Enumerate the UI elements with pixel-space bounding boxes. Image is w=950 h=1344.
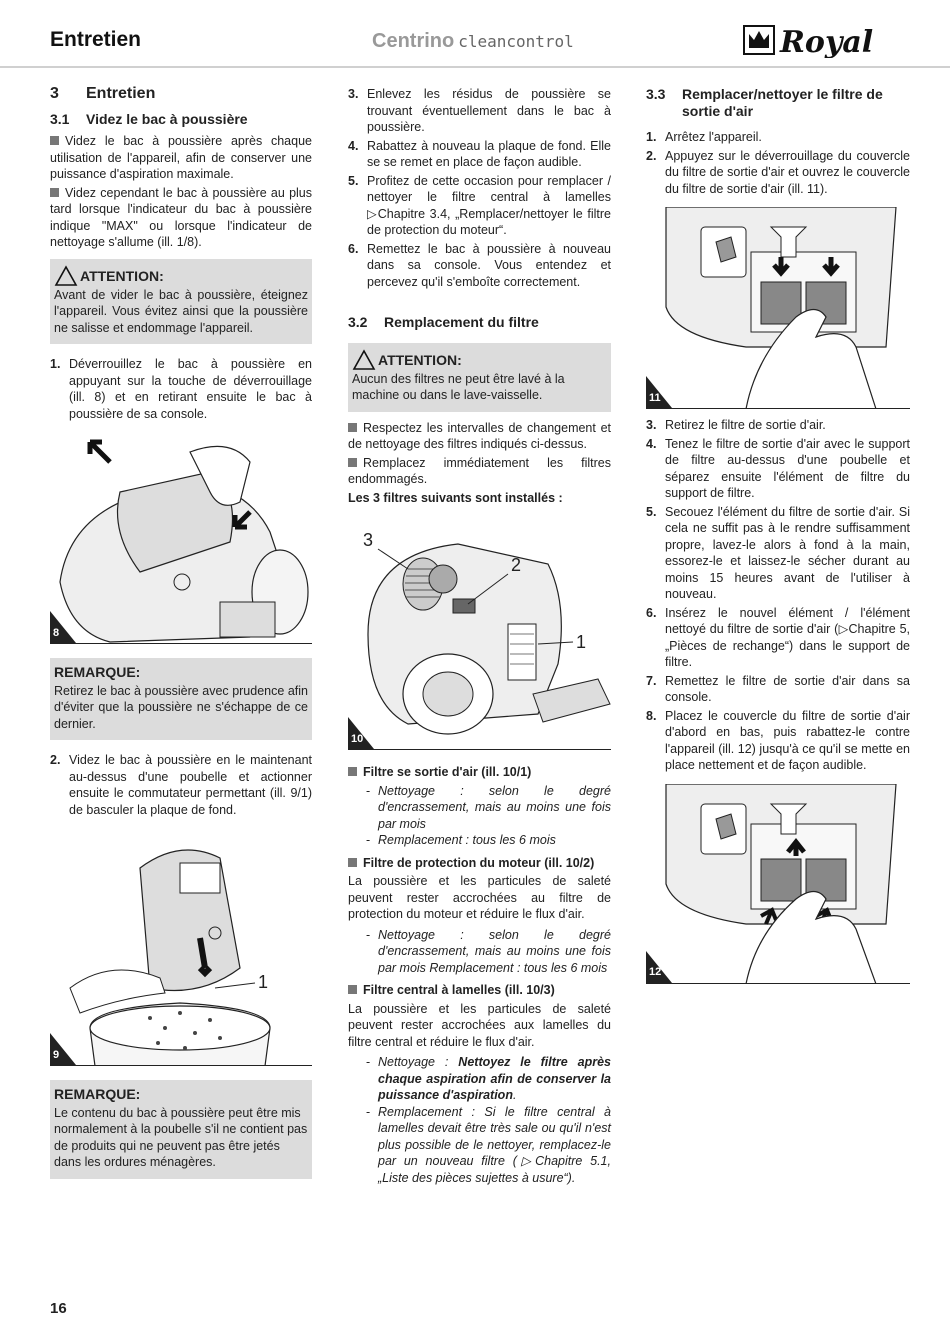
list-item: - Remplacement : tous les 6 mois bbox=[366, 833, 556, 847]
column-2 bbox=[348, 86, 611, 1186]
list-item: 2. Appuyez sur le déverrouillage du couvercle du filtre de sortie d'air et ouvrez le couvercle du filtre de sortie d'air (ill. 11). bbox=[646, 148, 910, 196]
warning-icon bbox=[352, 349, 376, 371]
paragraph: Remplacez immédiatement les filtres endommagés. bbox=[348, 455, 611, 486]
figure-number-badge: 12 bbox=[646, 951, 672, 983]
steps-list bbox=[50, 356, 312, 422]
callout-label-1: 1 bbox=[576, 632, 587, 652]
list-item: - Nettoyage : selon le degré d'encrassement, mais au moins une fois par mois Remplacement : tous les 6 mois bbox=[366, 927, 611, 975]
column-3 bbox=[646, 86, 910, 984]
list-item: 8. Placez le couvercle du filtre de sortie d'air d'abord en bas, puis rabattez-le contre l'appareil (ill. 12) jusqu'à ce qu'il se mette en place nettement et de façon audible. bbox=[646, 708, 910, 772]
bullet-square-icon bbox=[348, 985, 357, 994]
steps-list bbox=[646, 129, 910, 197]
list-item: 6. Insérez le nouvel élément / l'élément nettoyé du filtre de sortie d'air (▷Chapitre 5, „Pièces de rechange“) dans le support de filtre. bbox=[646, 605, 910, 669]
attention-box bbox=[50, 259, 312, 345]
attention-text: Aucun des filtres ne peut être lavé à la machine ou dans le lave-vaisselle. bbox=[352, 371, 565, 402]
note-box bbox=[50, 1080, 312, 1179]
bullet-square-icon bbox=[348, 423, 357, 432]
list-item: 6. Remettez le bac à poussière à nouveau dans sa console. Vous entendez et percevez qu'il s'emboîte correctement. bbox=[348, 241, 611, 289]
dustbin-emptying-illustration bbox=[50, 828, 312, 1066]
figure-number-badge: 10 bbox=[348, 717, 374, 749]
figure-9 bbox=[50, 828, 312, 1066]
section-3-3-heading: 3.3 Remplacer/nettoyer le filtre de sortie d'air bbox=[646, 86, 883, 119]
paragraph: Videz le bac à poussière après chaque utilisation de l'appareil, afin de conserver une puissance d'aspiration maximale. bbox=[50, 134, 312, 181]
svg-text:Royal: Royal bbox=[780, 25, 874, 58]
paragraph: Respectez les intervalles de changement et de nettoyage des filtres indiqués ci-dessus. bbox=[348, 420, 611, 451]
bullet-square-icon bbox=[348, 458, 357, 467]
figure-number-badge: 9 bbox=[50, 1033, 76, 1065]
paragraph: Videz cependant le bac à poussière au plus tard lorsque l'indicateur du bac à poussière indique "MAX" ou lorsque l'indicateur de nettoyage s'allume (ill. 1/8). bbox=[50, 185, 312, 249]
callout-label: 1 bbox=[258, 972, 269, 992]
bullet-square-icon bbox=[348, 767, 357, 776]
paragraph: La poussière et les particules de saleté peuvent rester accrochées aux lamelles du filtre central et réduire le flux d'air. bbox=[348, 1001, 611, 1049]
list-item: 1. Arrêtez l'appareil. bbox=[646, 130, 762, 144]
attention-title: ATTENTION: bbox=[378, 351, 462, 368]
note-box bbox=[50, 658, 312, 740]
steps-list bbox=[646, 417, 910, 774]
figure-number-badge: 8 bbox=[50, 611, 76, 643]
steps-list bbox=[348, 86, 611, 290]
list-item: 7. Remettez le filtre de sortie d'air dans sa console. bbox=[646, 673, 910, 704]
royal-logo bbox=[742, 22, 912, 58]
filter-2-title: Filtre de protection du moteur (ill. 10/2) bbox=[348, 855, 611, 872]
list-item: 3. Retirez le filtre de sortie d'air. bbox=[646, 418, 826, 432]
callout-label-2: 2 bbox=[511, 555, 522, 575]
vacuum-filters-illustration bbox=[348, 524, 611, 750]
header-section-title: Entretien bbox=[50, 28, 142, 51]
section-3-2-heading: 3.2 Remplacement du filtre bbox=[348, 314, 539, 330]
filter-3-title: Filtre central à lamelles (ill. 10/3) bbox=[348, 982, 611, 999]
paragraph: La poussière et les particules de saleté peuvent rester accrochées au filtre de protection du moteur et réduire le flux d'air. bbox=[348, 874, 611, 921]
list-item: 4. Rabattez à nouveau la plaque de fond. Elle se se remet en place de façon audible. bbox=[348, 138, 611, 169]
list-item: - Nettoyage : selon le degré d'encrassement, mais au moins une fois par mois bbox=[366, 783, 611, 831]
bullet-square-icon bbox=[348, 858, 357, 867]
product-subname: cleancontrol bbox=[458, 32, 574, 51]
note-title: REMARQUE: bbox=[54, 664, 141, 680]
list-item: 3. Enlevez les résidus de poussière se trouvant éventuellement dans le bac à poussière. bbox=[348, 87, 611, 134]
vacuum-dustbin-removal-illustration bbox=[50, 432, 312, 644]
note-text: Retirez le bac à poussière avec prudence afin d'éviter que la poussière ne s'échappe de ce dernier. bbox=[54, 683, 308, 731]
figure-10 bbox=[348, 524, 611, 750]
filter-1-title: Filtre se sortie d'air (ill. 10/1) bbox=[348, 764, 611, 781]
column-1 bbox=[50, 86, 312, 1179]
section-3-1-heading: 3.1 Videz le bac à poussière bbox=[50, 110, 248, 127]
list-item: 2. Videz le bac à poussière en le maintenant au-dessus d'une poubelle et actionner ensuite le commutateur permettant (ill. 9/1) de basculer la plaque de fond. bbox=[50, 753, 312, 817]
list-item: - Remplacement : Si le filtre central à lamelles devait être très sale ou qu'il n'est plus possible de le nettoyer, remplacez-le par un nouveau filtre (▷Chapitre 5.1, „Liste des pièces sujettes à usure“). bbox=[366, 1104, 611, 1185]
list-item: 1. Déverrouillez le bac à poussière en appuyant sur la touche de déverrouillage (ill. 8) et en retirant ensuite le bac à poussière de sa console. bbox=[50, 357, 312, 421]
page-number: 16 bbox=[50, 1300, 67, 1317]
exhaust-filter-open-illustration bbox=[646, 207, 910, 409]
warning-icon bbox=[54, 265, 78, 287]
bullet-square-icon bbox=[50, 136, 59, 145]
header-product bbox=[372, 30, 574, 53]
paragraph: Les 3 filtres suivants sont installés : bbox=[348, 490, 563, 505]
steps-list bbox=[50, 752, 312, 818]
list-item: - Nettoyage : Nettoyez le filtre après chaque aspiration afin de conserver la puissance d'aspiration. bbox=[366, 1055, 611, 1102]
figure-number-badge: 11 bbox=[646, 376, 672, 408]
attention-text: Avant de vider le bac à poussière, éteignez l'appareil. Vous évitez ainsi que la poussière ne salisse et endommage l'appareil. bbox=[54, 287, 308, 335]
callout-label-3: 3 bbox=[363, 530, 374, 550]
figure-12 bbox=[646, 784, 910, 984]
list-item: 4. Tenez le filtre de sortie d'air avec le support de filtre au-dessus d'une poubelle et séparez ensuite l'élément de filtre du support de filtre. bbox=[646, 436, 910, 500]
figure-8 bbox=[50, 432, 312, 644]
list-item: 5. Secouez l'élément du filtre de sortie d'air. Si cela ne suffit pas à le rendre suffisamment propre, lavez-le alors à fond à la main, essorez-le et laissez-le sécher durant au moins 15 heures avant de l'utiliser à nouveau. bbox=[646, 504, 910, 601]
note-title: REMARQUE: bbox=[54, 1086, 141, 1102]
attention-title: ATTENTION: bbox=[80, 267, 164, 284]
exhaust-filter-close-illustration bbox=[646, 784, 910, 984]
bullet-square-icon bbox=[50, 188, 59, 197]
attention-box bbox=[348, 343, 611, 412]
list-item: 5. Profitez de cette occasion pour remplacer / nettoyer le filtre central à lamelles ▷Chapitre 3.4, „Remplacer/nettoyer le filtre de protection du moteur“. bbox=[348, 173, 611, 237]
page-header bbox=[0, 0, 950, 68]
chapter-heading: 3 Entretien bbox=[50, 85, 156, 102]
product-name: Centrino bbox=[372, 30, 455, 52]
note-text: Le contenu du bac à poussière peut être mis normalement à la poubelle s'il ne contient pas de produits qui ne peuvent pas être jetés dans les ordures ménagères. bbox=[54, 1105, 308, 1169]
figure-11 bbox=[646, 207, 910, 409]
